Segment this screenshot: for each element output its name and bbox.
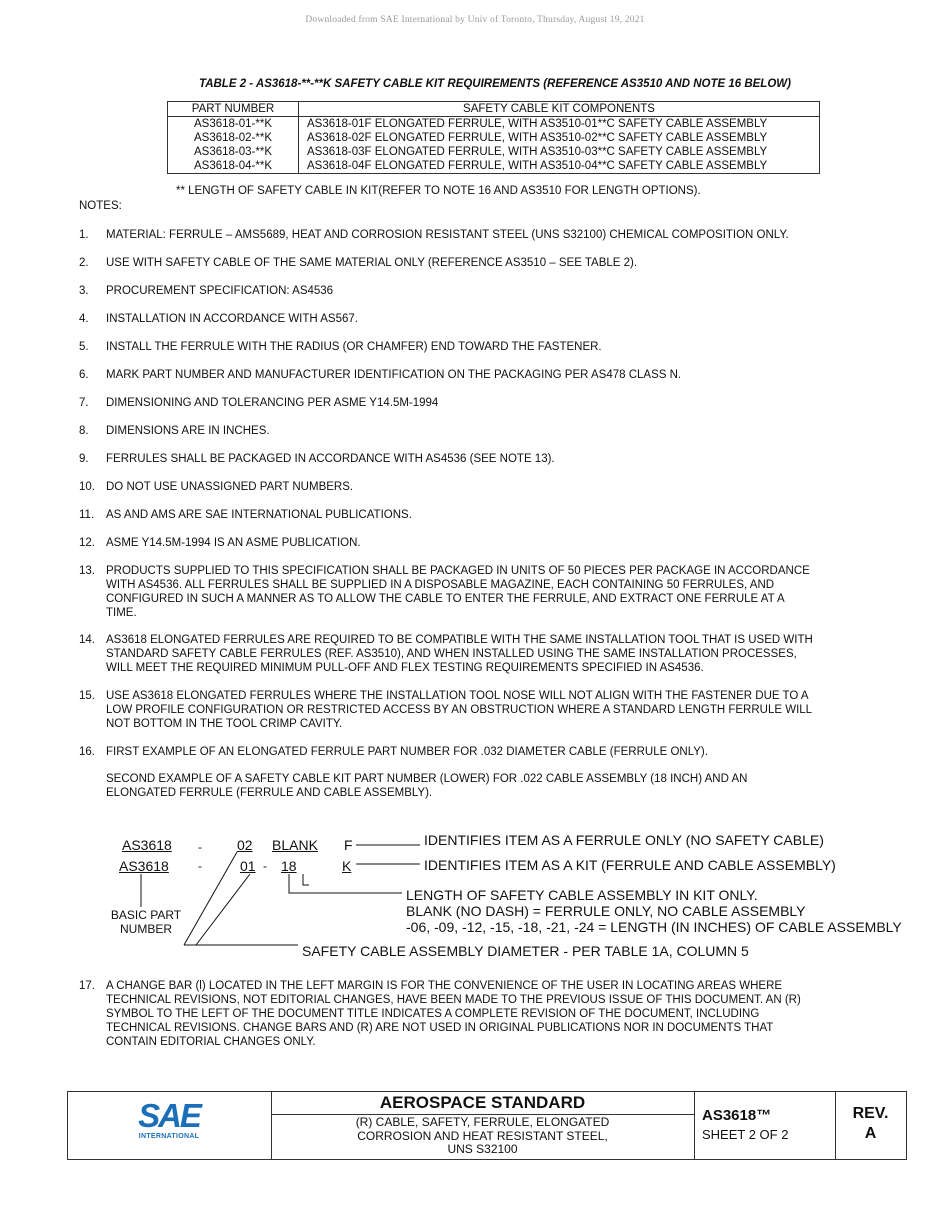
part-number-cell: AS3618-03-**K [168,145,299,159]
note-text: FIRST EXAMPLE OF AN ELONGATED FERRULE PART NUMBER FOR .032 DIAMETER CABLE (FERRULE ONLY). [106,746,708,758]
note-number: 3. [79,285,89,297]
download-watermark: Downloaded from SAE International by Univ of Toronto, Thursday, August 19, 2021 [305,15,645,25]
part-number-cell: AS3618-04-**K [168,159,299,174]
column-header-components: SAFETY CABLE KIT COMPONENTS [299,102,820,117]
example2-diameter-code: 01 [240,858,256,874]
column-header-part-number: PART NUMBER [168,102,299,117]
example1-type-code: F [344,837,353,853]
callout-length-line: BLANK (NO DASH) = FERRULE ONLY, NO CABLE ASSEMBLY [406,903,806,919]
note-number: 7. [79,397,89,409]
note-text: DIMENSIONING AND TOLERANCING PER ASME Y14.5M-1994 [106,397,439,409]
revision-label: REV. [852,1105,889,1122]
note-number: 9. [79,453,89,465]
components-cell: AS3618-02F ELONGATED FERRULE, WITH AS3510-02**C SAFETY CABLE ASSEMBLY [307,132,768,144]
note-text: AS AND AMS ARE SAE INTERNATIONAL PUBLICATIONS. [106,509,412,521]
table-title: TABLE 2 - AS3618-**-**K SAFETY CABLE KIT REQUIREMENTS (REFERENCE AS3510 AND NOTE 16 BELOW) [199,78,791,90]
title-cell [271,1092,695,1159]
note-text: SECOND EXAMPLE OF A SAFETY CABLE KIT PART NUMBER (LOWER) FOR .022 CABLE ASSEMBLY (18 INCH) AND AN ELONGATED FERRULE (FERRULE AND CABLE ASSEMBLY). [106,773,748,799]
note-text: AS3618 ELONGATED FERRULES ARE REQUIRED TO BE COMPATIBLE WITH THE SAME INSTALLATION TOOL THAT IS USED WITH STANDARD SAFETY CABLE FERRULES (REF. AS3510), AND WHEN INSTALLED USING THE SAME INSTALLATION PROCESSES, WILL MEET THE REQUIRED MINIMUM PULL-OFF AND FLEX TESTING REQUIREMENTS SPECIFIED IN AS4536. [106,634,813,674]
note-number: 4. [79,313,89,325]
title-line: (R) CABLE, SAFETY, FERRULE, ELONGATED [355,1115,610,1129]
example2-type-code: K [342,858,352,874]
example2-basic-part: AS3618 [119,858,169,874]
revision-value: A [864,1125,877,1142]
table-footnote: ** LENGTH OF SAFETY CABLE IN KIT(REFER TO NOTE 16 AND AS3510 FOR LENGTH OPTIONS). [176,185,701,197]
note-number: 16. [79,746,95,758]
note-text: USE AS3618 ELONGATED FERRULES WHERE THE INSTALLATION TOOL NOSE WILL NOT ALIGN WITH THE FASTENER DUE TO A LOW PROFILE CONFIGURATION OR RESTRICTED ACCESS BY AN OBSTRUCTION WHERE A STANDARD LENGTH FERRULE WILL NOT BOTTOM IN THE TOOL CRIMP CAVITY. [106,690,813,730]
basic-part-number-label [100,908,192,936]
callout-length-line: LENGTH OF SAFETY CABLE ASSEMBLY IN KIT ONLY. [406,887,758,903]
note-number: 6. [79,369,89,381]
sae-logo-mark: SAE [138,1097,200,1134]
example1-diameter-code: 02 [237,837,253,853]
note-text: INSTALLATION IN ACCORDANCE WITH AS567. [106,313,358,325]
document-title [271,1115,694,1157]
note-number: 11. [79,509,95,521]
standard-type: AEROSPACE STANDARD [271,1092,694,1115]
title-line: UNS S32100 [447,1142,518,1156]
note-number: 8. [79,425,89,437]
note-text: MARK PART NUMBER AND MANUFACTURER IDENTIFICATION ON THE PACKAGING PER AS478 CLASS N. [106,369,682,381]
components-cell: AS3618-04F ELONGATED FERRULE, WITH AS3510-04**C SAFETY CABLE ASSEMBLY [307,160,768,172]
components-cell: AS3618-01F ELONGATED FERRULE, WITH AS3510-01**C SAFETY CABLE ASSEMBLY [307,118,768,130]
note-number: 2. [79,257,89,269]
note-text: USE WITH SAFETY CABLE OF THE SAME MATERIAL ONLY (REFERENCE AS3510 – SEE TABLE 2). [106,257,638,269]
basic-part-label-line: NUMBER [119,922,172,936]
note-text: A CHANGE BAR (l) LOCATED IN THE LEFT MARGIN IS FOR THE CONVENIENCE OF THE USER IN LOCATING AREAS WHERE TECHNICAL REVISIONS, NOT EDITORIAL CHANGES, HAVE BEEN MADE TO THE PREVIOUS ISSUE OF THIS DOCUMENT. AN (R) SYMBOL TO THE LEFT OF THE DOCUMENT TITLE INDICATES A COMPLETE REVISION OF THE DOCUMENT, INCLUDING TECHNICAL REVISIONS. CHANGE BARS AND (R) ARE NOT USED IN ORIGINAL PUBLICATIONS NOR IN DOCUMENTS THAT CONTAIN EDITORIAL CHANGES ONLY. [106,980,801,1048]
note-text: DO NOT USE UNASSIGNED PART NUMBERS. [106,481,354,493]
title-line: CORROSION AND HEAT RESISTANT STEEL, [357,1128,608,1143]
note-text: PROCUREMENT SPECIFICATION: AS4536 [106,285,334,297]
note-number: 12. [79,537,95,549]
note-number: 14. [79,634,95,646]
note-item [79,979,879,1049]
document-number: AS3618™ [702,1107,772,1124]
note-number: 5. [79,341,89,353]
part-number-cell: AS3618-01-**K [168,117,299,132]
components-cell: AS3618-03F ELONGATED FERRULE, WITH AS3510-03**C SAFETY CABLE ASSEMBLY [307,146,768,158]
revision-cell [835,1092,906,1159]
title-block [67,1091,907,1160]
example2-length: 18 [281,858,297,874]
note-number: 13. [79,565,95,577]
doc-number-cell [694,1092,836,1159]
note-number: 17. [79,980,95,992]
logo-cell [68,1092,272,1159]
callout-kit: IDENTIFIES ITEM AS A KIT (FERRULE AND CABLE ASSEMBLY) [424,857,836,873]
callout-length-line: -06, -09, -12, -15, -18, -21, -24 = LENGTH (IN INCHES) OF CABLE ASSEMBLY [406,919,902,935]
note-text: FERRULES SHALL BE PACKAGED IN ACCORDANCE WITH AS4536 (SEE NOTE 13). [106,453,555,465]
example1-basic-part: AS3618 [122,837,172,853]
example1-length: BLANK [272,837,318,853]
note-text: INSTALL THE FERRULE WITH THE RADIUS (OR CHAMFER) END TOWARD THE FASTENER. [106,341,602,353]
example2-dash: - [263,859,267,873]
sae-logo [136,1097,202,1140]
sheet-number: SHEET 2 OF 2 [702,1127,789,1142]
example1-dash: - [198,840,202,854]
note-text: MATERIAL: FERRULE – AMS5689, HEAT AND CORROSION RESISTANT STEEL (UNS S32100) CHEMICAL COMPOSITION ONLY. [106,229,789,241]
note-text: ASME Y14.5M-1994 IS AN ASME PUBLICATION. [106,537,361,549]
note-number: 15. [79,690,95,702]
sae-logo-subtext: INTERNATIONAL [138,1133,200,1140]
example2-dash: - [198,859,202,873]
part-number-cell: AS3618-02-**K [168,131,299,145]
note-text: PRODUCTS SUPPLIED TO THIS SPECIFICATION SHALL BE PACKAGED IN UNITS OF 50 PIECES PER PACKAGE IN ACCORDANCE WITH AS4536. ALL FERRULES SHALL BE SUPPLIED IN A DISPOSABLE MAGAZINE, EACH CONTAINING 50 FERRULES, AND CONFIGURED IN SUCH A MANNER AS TO ALLOW THE CABLE TO ENTER THE FERRULE, AND EXTRACT ONE FERRULE AT A TIME. [106,565,810,619]
note-number: 1. [79,229,89,241]
note-number: 10. [79,481,95,493]
note-text: DIMENSIONS ARE IN INCHES. [106,425,270,437]
notes-heading: NOTES: [79,200,122,212]
basic-part-label-line: BASIC PART [110,908,182,922]
callout-diameter: SAFETY CABLE ASSEMBLY DIAMETER - PER TABLE 1A, COLUMN 5 [302,943,749,959]
callout-ferrule-only: IDENTIFIES ITEM AS A FERRULE ONLY (NO SAFETY CABLE) [424,832,824,848]
